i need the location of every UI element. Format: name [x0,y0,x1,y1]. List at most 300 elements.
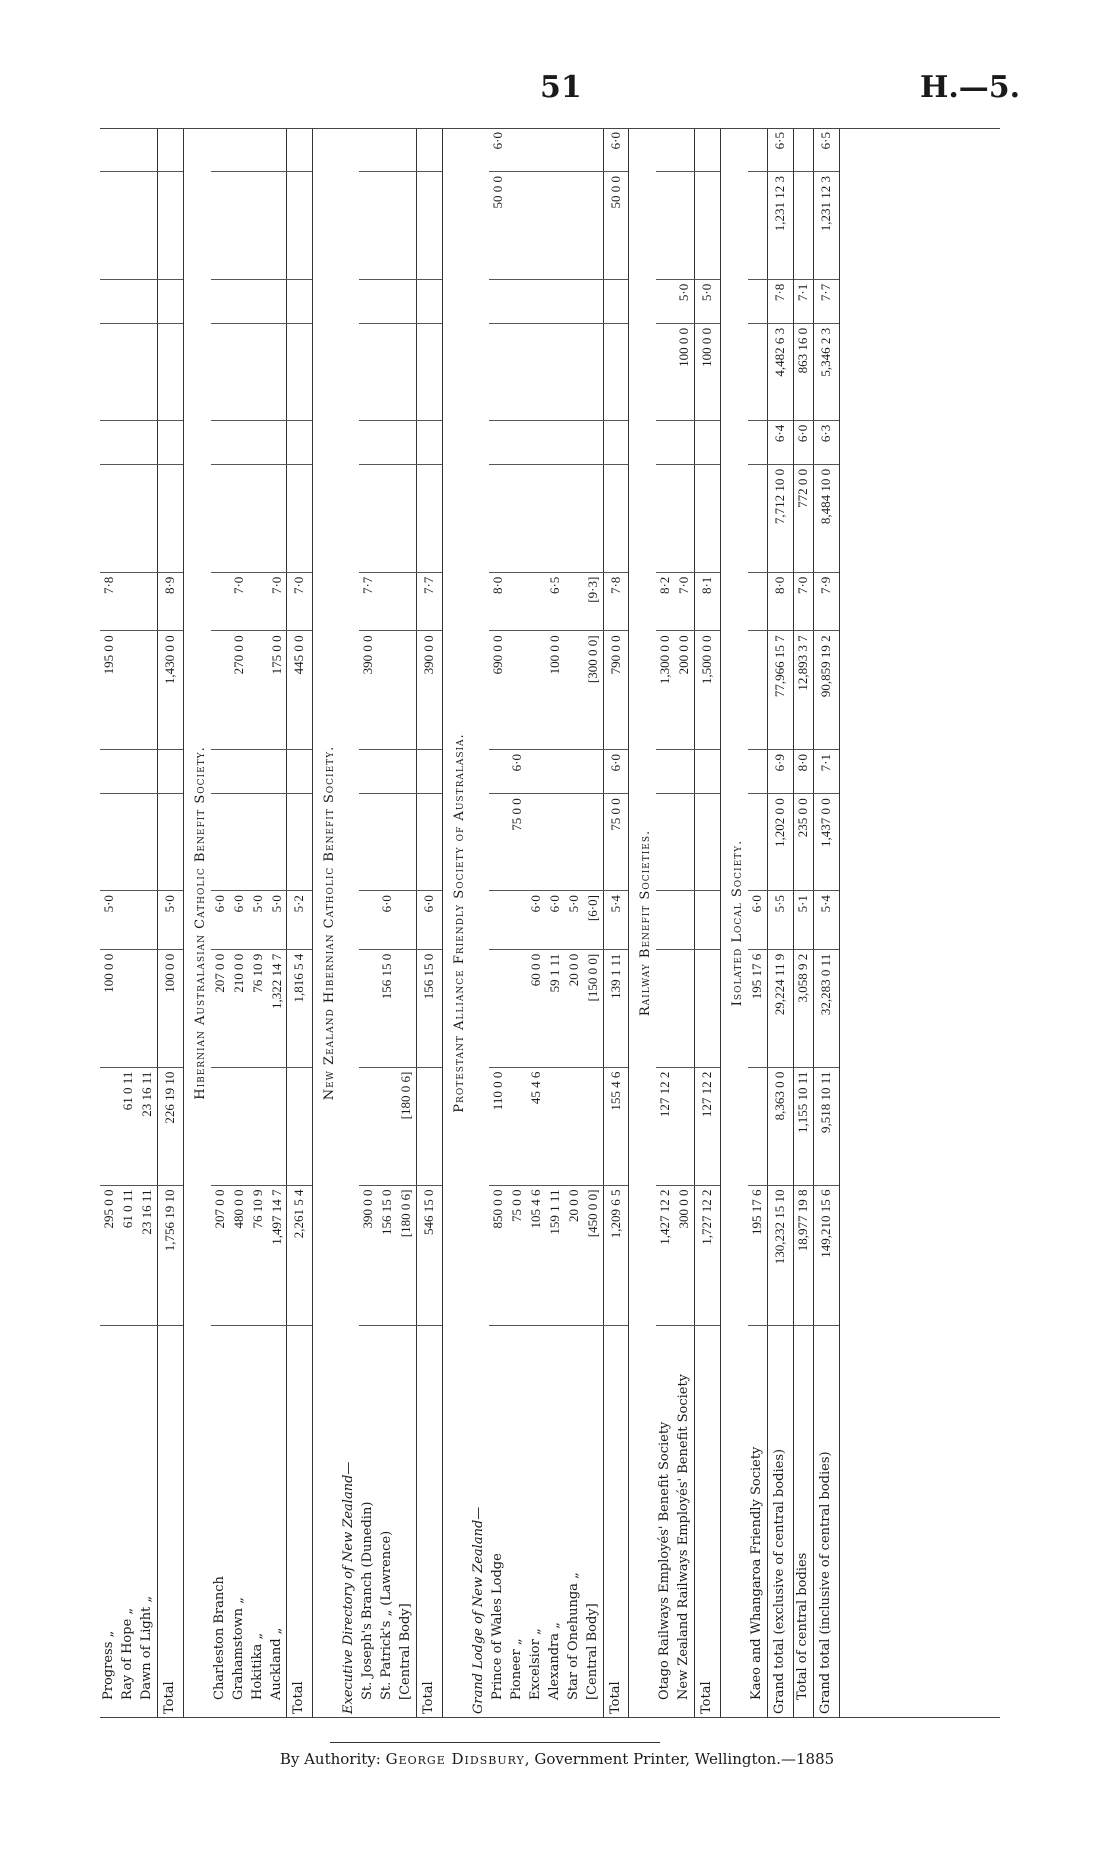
cell-col-2 [287,1067,313,1185]
cell-col-2: 127 12 2 [695,1067,721,1185]
total-row [695,128,721,1718]
table-row [397,128,416,1718]
cell-col-1: 850 0 0 [489,1185,508,1325]
cell-col-4: 5·0 [100,891,119,950]
cell-col-2: 23 16 11 [138,1067,157,1185]
table-row [546,128,565,1718]
cell-col-10 [157,420,183,464]
table-row [138,128,157,1718]
cell-col-7: 195 0 0 [100,631,119,750]
cell-col-10 [249,420,268,464]
cell-col-9 [508,464,527,572]
cell-col-5: 1,202 0 0 [768,794,794,891]
cell-col-11 [138,323,157,420]
cell-col-2: 155 4 6 [603,1067,629,1185]
cell-col-7: 90,859 19 2 [813,631,839,750]
cell-col-10 [359,420,378,464]
cell-col-6 [527,750,546,794]
cell-col-5 [489,794,508,891]
cell-col-2 [508,1067,527,1185]
table-row [378,128,397,1718]
group-heading-row [443,128,470,1718]
cell-col-9: 772 0 0 [794,464,814,572]
cell-col-2 [748,1067,767,1185]
cell-col-9 [359,464,378,572]
cell-col-6 [397,750,416,794]
cell-col-9 [675,464,694,572]
row-label: Hibernian Australasian Catholic Benefit Society. [192,746,208,1100]
cell-col-12 [656,279,675,323]
cell-col-11 [584,323,603,420]
cell-col-11 [157,323,183,420]
row-label: Total [603,1326,629,1719]
cell-col-4: 5·4 [603,891,629,950]
cell-col-10 [489,420,508,464]
cell-col-4: 5·0 [268,891,287,950]
cell-col-1: 61 0 11 [119,1185,138,1325]
cell-col-5: 75 0 0 [508,794,527,891]
cell-col-13: 50 0 0 [603,171,629,279]
cell-col-4 [675,891,694,950]
footer-suffix: , Government Printer, Wellington.—1885 [524,1750,835,1768]
cell-col-8 [748,572,767,631]
cell-col-7 [508,631,527,750]
cell-col-1: 105 4 6 [527,1185,546,1325]
cell-col-10 [119,420,138,464]
cell-col-8: 7·9 [813,572,839,631]
cell-col-5 [268,794,287,891]
cell-col-1: 390 0 0 [359,1185,378,1325]
row-label: Protestant Alliance Friendly Society of Australasia. [452,733,467,1113]
cell-col-14: 6·5 [768,128,794,171]
cell-col-9 [378,464,397,572]
cell-col-3 [489,949,508,1067]
table-row [470,128,489,1718]
cell-col-4: 5·0 [249,891,268,950]
row-label: Grand total (inclusive of central bodies) [813,1326,839,1719]
cell-col-2: 9,518 10 11 [813,1067,839,1185]
cell-col-1: 1,497 14 7 [268,1185,287,1325]
cell-col-3 [138,949,157,1067]
cell-col-1: 1,427 12 2 [656,1185,675,1325]
row-label: Prince of Wales Lodge [489,1553,505,1700]
cell-col-2 [378,1067,397,1185]
cell-col-6 [230,750,249,794]
cell-col-5 [656,794,675,891]
cell-col-14 [584,128,603,171]
row-label: New Zealand Hibernian Catholic Benefit Society. [322,745,338,1101]
cell-col-8: 7·7 [417,572,443,631]
cell-col-11 [100,323,119,420]
cell-col-8: 7·8 [100,572,119,631]
cell-col-2 [417,1067,443,1185]
cell-col-4 [138,891,157,950]
row-label: Total [417,1326,443,1719]
group-heading-row [629,128,656,1718]
cell-col-7: 690 0 0 [489,631,508,750]
cell-col-6: 7·1 [813,750,839,794]
cell-col-11: 5,346 2 3 [813,323,839,420]
cell-col-13 [695,171,721,279]
cell-col-8 [211,572,230,631]
cell-col-10: 6·4 [768,420,794,464]
cell-col-12 [397,279,416,323]
cell-col-14 [230,128,249,171]
cell-col-13: 50 0 0 [489,171,508,279]
cell-col-2 [211,1067,230,1185]
cell-col-10: 6·3 [813,420,839,464]
cell-col-10 [656,420,675,464]
cell-col-7: 100 0 0 [546,631,565,750]
cell-col-10 [378,420,397,464]
cell-col-11 [268,323,287,420]
footer-printer-name: George Didsbury [385,1750,525,1768]
cell-col-6 [584,750,603,794]
table-row [584,128,603,1718]
cell-col-11 [287,323,313,420]
cell-col-11: 100 0 0 [695,323,721,420]
row-label: Otago Railways Employés' Benefit Society [657,1421,673,1700]
cell-col-12 [249,279,268,323]
cell-col-12 [527,279,546,323]
cell-col-3: 60 0 0 [527,949,546,1067]
cell-col-3: [150 0 0] [584,949,603,1067]
row-label: Charleston Branch [211,1576,227,1700]
cell-col-3: 3,058 9 2 [794,949,814,1067]
cell-col-13 [230,171,249,279]
cell-col-1: 546 15 0 [417,1185,443,1325]
row-label: Star of Onehunga „ [565,1572,581,1700]
cell-col-5 [417,794,443,891]
cell-col-5 [249,794,268,891]
cell-col-3: 195 17 6 [748,949,767,1067]
table-row [119,128,138,1718]
cell-col-2 [359,1067,378,1185]
cell-col-11 [489,323,508,420]
cell-col-10 [748,420,767,464]
cell-col-1: 76 10 9 [249,1185,268,1325]
total-row [417,128,443,1718]
section-code: H.—5. [920,70,1021,105]
cell-col-1: 1,727 12 2 [695,1185,721,1325]
cell-col-2 [230,1067,249,1185]
cell-col-14 [508,128,527,171]
cell-col-6 [675,750,694,794]
cell-col-5 [211,794,230,891]
cell-col-12 [268,279,287,323]
cell-col-4: 5·0 [565,891,584,950]
cell-col-7: 175 0 0 [268,631,287,750]
cell-col-6 [565,750,584,794]
cell-col-13 [100,171,119,279]
cell-col-8 [508,572,527,631]
cell-col-13: 1,231 12 3 [768,171,794,279]
cell-col-1: 1,209 6 5 [603,1185,629,1325]
cell-col-10 [287,420,313,464]
cell-col-5 [675,794,694,891]
cell-col-10 [603,420,629,464]
cell-col-3: 139 1 11 [603,949,629,1067]
row-label: Alexandra „ [546,1622,562,1700]
row-label: Executive Directory of New Zealand— [341,1461,357,1714]
cell-col-7 [378,631,397,750]
cell-col-3 [119,949,138,1067]
cell-col-1: 195 17 6 [748,1185,767,1325]
cell-col-13 [211,171,230,279]
cell-col-11: 863 16 0 [794,323,814,420]
cell-col-11: 100 0 0 [675,323,694,420]
cell-col-14 [417,128,443,171]
cell-col-3: 100 0 0 [157,949,183,1067]
cell-col-14 [656,128,675,171]
cell-col-7: 1,500 0 0 [695,631,721,750]
cell-col-3: 156 15 0 [417,949,443,1067]
cell-col-1: 480 0 0 [230,1185,249,1325]
cell-col-14 [211,128,230,171]
total-row [157,128,183,1718]
cell-col-6 [378,750,397,794]
cell-col-1: 18,977 19 8 [794,1185,814,1325]
cell-col-4: 6·0 [378,891,397,950]
cell-col-6 [417,750,443,794]
cell-col-12: 7·1 [794,279,814,323]
cell-col-13 [268,171,287,279]
cell-col-3: 29,224 11 9 [768,949,794,1067]
cell-col-11 [119,323,138,420]
cell-col-13 [656,171,675,279]
cell-col-9 [417,464,443,572]
cell-col-8 [249,572,268,631]
row-label: New Zealand Railways Employés' Benefit Society [676,1373,692,1700]
cell-col-9 [230,464,249,572]
cell-col-8: 7·0 [794,572,814,631]
cell-col-3: 76 10 9 [249,949,268,1067]
cell-col-8: 8·0 [768,572,794,631]
cell-col-3: 32,283 0 11 [813,949,839,1067]
cell-col-8 [378,572,397,631]
cell-col-12 [157,279,183,323]
cell-col-10 [397,420,416,464]
row-label: Grahamstown „ [230,1597,246,1700]
cell-col-13 [397,171,416,279]
cell-col-10 [527,420,546,464]
cell-col-5 [359,794,378,891]
cell-col-6 [100,750,119,794]
row-label: Isolated Local Society. [730,839,746,1007]
cell-col-14 [397,128,416,171]
cell-col-5 [230,794,249,891]
cell-col-4: 6·0 [230,891,249,950]
cell-col-7 [748,631,767,750]
cell-col-9 [249,464,268,572]
statistics-table-rotated [100,128,1000,1718]
cell-col-4: 5·5 [768,891,794,950]
total-row [287,128,313,1718]
table-row [230,128,249,1718]
cell-col-11 [417,323,443,420]
cell-col-11 [565,323,584,420]
cell-col-7: 790 0 0 [603,631,629,750]
row-label: Total of central bodies [795,1552,810,1700]
cell-col-4: 6·0 [546,891,565,950]
cell-col-8: [9·3] [584,572,603,631]
total-row [768,128,794,1718]
cell-col-3 [397,949,416,1067]
cell-col-13 [508,171,527,279]
cell-col-14 [546,128,565,171]
cell-col-13: 1,231 12 3 [813,171,839,279]
cell-col-6 [157,750,183,794]
cell-col-14: 6·5 [813,128,839,171]
row-label: Progress „ [101,1630,116,1700]
cell-col-14: 6·0 [603,128,629,171]
cell-col-3 [359,949,378,1067]
cell-col-14 [249,128,268,171]
table-row [748,128,767,1718]
row-label: Pioneer „ [508,1638,524,1700]
table-row [794,128,814,1718]
cell-col-7: 445 0 0 [287,631,313,750]
cell-col-12 [119,279,138,323]
cell-col-11: 4,482 6 3 [768,323,794,420]
cell-col-10 [230,420,249,464]
cell-col-4: [6·0] [584,891,603,950]
cell-col-9 [695,464,721,572]
cell-col-9 [656,464,675,572]
total-row [813,128,839,1718]
cell-col-5 [527,794,546,891]
cell-col-11 [527,323,546,420]
table-row [489,128,508,1718]
table-row [508,128,527,1718]
row-label: Ray of Hope „ [119,1607,135,1700]
cell-col-8: 7·7 [359,572,378,631]
cell-col-11 [397,323,416,420]
cell-col-4: 5·4 [813,891,839,950]
cell-col-5 [287,794,313,891]
cell-col-5 [378,794,397,891]
cell-col-6 [489,750,508,794]
cell-col-2 [584,1067,603,1185]
cell-col-6: 6·0 [603,750,629,794]
table-row [340,128,359,1718]
cell-col-9 [584,464,603,572]
cell-col-3: 100 0 0 [100,949,119,1067]
cell-col-7: 77,966 15 7 [768,631,794,750]
cell-col-2 [675,1067,694,1185]
row-label: Excelsior „ [527,1628,543,1700]
cell-col-13 [287,171,313,279]
cell-col-11 [508,323,527,420]
cell-col-8: 7·0 [268,572,287,631]
cell-col-10 [211,420,230,464]
cell-col-2: 226 19 10 [157,1067,183,1185]
cell-col-14 [527,128,546,171]
cell-col-3: 156 15 0 [378,949,397,1067]
cell-col-2: 110 0 0 [489,1067,508,1185]
cell-col-8: 7·0 [675,572,694,631]
cell-col-8 [527,572,546,631]
cell-col-9 [268,464,287,572]
cell-col-12 [138,279,157,323]
cell-col-8: 8·2 [656,572,675,631]
cell-col-14 [675,128,694,171]
cell-col-14 [695,128,721,171]
cell-col-14 [268,128,287,171]
cell-col-6 [695,750,721,794]
row-label: Hokitika „ [249,1632,265,1700]
cell-col-14 [287,128,313,171]
cell-col-4 [119,891,138,950]
cell-col-2 [268,1067,287,1185]
cell-col-3: 207 0 0 [211,949,230,1067]
cell-col-7 [211,631,230,750]
cell-col-12 [417,279,443,323]
cell-col-8: 7·8 [603,572,629,631]
row-label: St. Joseph's Branch (Dunedin) [360,1501,376,1700]
cell-col-12: 7·7 [813,279,839,323]
row-label: [Central Body] [398,1603,414,1700]
cell-col-9 [138,464,157,572]
cell-col-4: 6·0 [748,891,767,950]
cell-col-1: 149,210 15 6 [813,1185,839,1325]
table-row [268,128,287,1718]
footer-imprint [0,1750,1114,1768]
cell-col-12 [584,279,603,323]
cell-col-13 [675,171,694,279]
cell-col-1: 1,756 19 10 [157,1185,183,1325]
cell-col-1: 20 0 0 [565,1185,584,1325]
cell-col-7: 200 0 0 [675,631,694,750]
cell-col-3: 210 0 0 [230,949,249,1067]
cell-col-1: 2,261 5 4 [287,1185,313,1325]
cell-col-5 [157,794,183,891]
cell-col-13 [378,171,397,279]
cell-col-4 [397,891,416,950]
cell-col-12 [489,279,508,323]
cell-col-4 [359,891,378,950]
cell-col-2 [546,1067,565,1185]
cell-col-4 [656,891,675,950]
cell-col-12 [287,279,313,323]
cell-col-8 [565,572,584,631]
cell-col-5: 235 0 0 [794,794,814,891]
cell-col-14 [157,128,183,171]
cell-col-9 [546,464,565,572]
cell-col-2: 61 0 11 [119,1067,138,1185]
cell-col-11 [230,323,249,420]
cell-col-7 [249,631,268,750]
cell-col-6 [359,750,378,794]
cell-col-9 [489,464,508,572]
cell-col-1: [180 0 6] [397,1185,416,1325]
cell-col-13 [417,171,443,279]
row-label: Grand Lodge of New Zealand— [470,1506,486,1714]
cell-col-13 [565,171,584,279]
row-label: St. Patrick's „ (Lawrence) [379,1530,395,1700]
cell-col-5 [138,794,157,891]
cell-col-8: 6·5 [546,572,565,631]
cell-col-11 [359,323,378,420]
cell-col-13 [249,171,268,279]
table-row [100,128,119,1718]
cell-col-9 [100,464,119,572]
cell-col-7: 270 0 0 [230,631,249,750]
cell-col-12: 5·0 [675,279,694,323]
cell-col-4: 5·0 [157,891,183,950]
page-number: 51 [540,70,582,105]
cell-col-8: 8·0 [489,572,508,631]
